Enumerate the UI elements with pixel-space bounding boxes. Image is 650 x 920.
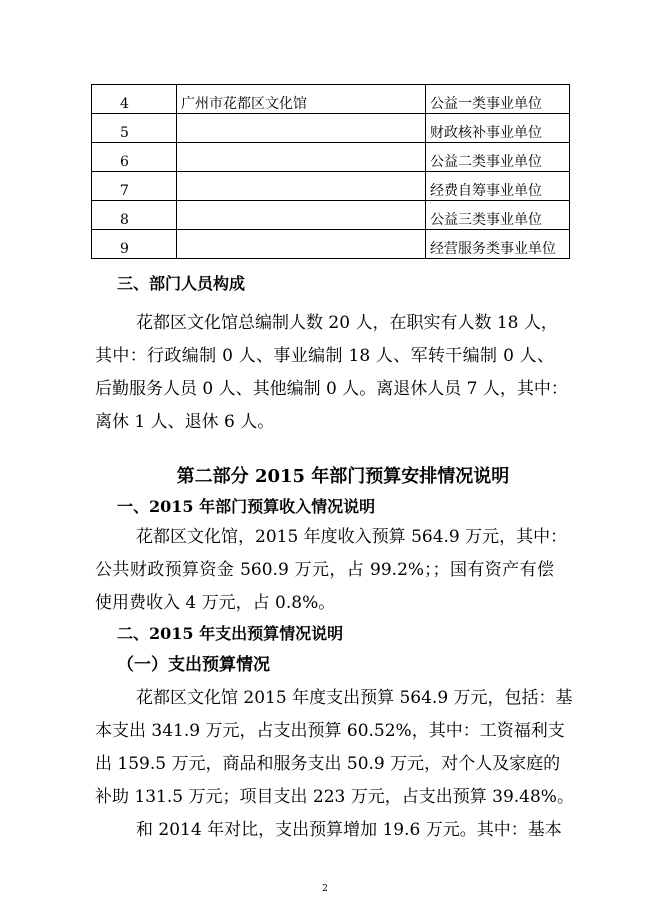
expense-line-5: 和 2014 年对比，支出预算增加 19.6 万元。其中：基本 bbox=[136, 820, 562, 840]
section3-line-3: 后勤服务人员 0 人、其他编制 0 人。离退休人员 7 人，其中： bbox=[95, 379, 568, 399]
row-number-cell: 8 bbox=[92, 201, 177, 230]
table-row bbox=[92, 230, 570, 259]
income-heading: 一、2015 年部门预算收入情况说明 bbox=[117, 497, 376, 516]
row-number-cell: 5 bbox=[92, 114, 177, 143]
unit-name-cell bbox=[177, 230, 426, 259]
unit-name-cell: 广州市花都区文化馆 bbox=[177, 85, 426, 114]
section3-line-4: 离休 1 人、退休 6 人。 bbox=[95, 412, 275, 432]
row-number-cell: 4 bbox=[92, 85, 177, 114]
expense-subheading: （一）支出预算情况 bbox=[117, 655, 270, 675]
unit-type-cell: 公益二类事业单位 bbox=[426, 143, 570, 172]
income-line-2: 公共财政预算资金 560.9 万元，占 99.2%；；国有资产有偿 bbox=[95, 560, 554, 580]
table-row bbox=[92, 201, 570, 230]
table-row bbox=[92, 114, 570, 143]
row-number-cell: 6 bbox=[92, 143, 177, 172]
expense-line-2: 本支出 341.9 万元，占支出预算 60.52%，其中：工资福利支 bbox=[95, 721, 565, 741]
unit-type-cell: 经营服务类事业单位 bbox=[426, 230, 570, 259]
row-number-cell: 7 bbox=[92, 172, 177, 201]
table-row bbox=[92, 143, 570, 172]
expense-heading: 二、2015 年支出预算情况说明 bbox=[117, 624, 344, 643]
expense-line-1: 花都区文化馆 2015 年度支出预算 564.9 万元，包括：基 bbox=[136, 688, 573, 708]
expense-line-4: 补助 131.5 万元；项目支出 223 万元，占支出预算 39.48%。 bbox=[95, 787, 574, 807]
unit-type-cell: 公益三类事业单位 bbox=[426, 201, 570, 230]
unit-type-cell: 公益一类事业单位 bbox=[426, 85, 570, 114]
unit-type-cell: 经费自筹事业单位 bbox=[426, 172, 570, 201]
unit-name-cell bbox=[177, 201, 426, 230]
unit-name-cell bbox=[177, 143, 426, 172]
table-row bbox=[92, 172, 570, 201]
unit-type-cell: 财政核补事业单位 bbox=[426, 114, 570, 143]
unit-table bbox=[91, 84, 570, 259]
section3-line-2: 其中：行政编制 0 人、事业编制 18 人、军转干编制 0 人、 bbox=[95, 346, 554, 366]
unit-name-cell bbox=[177, 114, 426, 143]
income-line-3: 使用费收入 4 万元，占 0.8%。 bbox=[95, 593, 336, 613]
table-row bbox=[92, 85, 570, 114]
row-number-cell: 9 bbox=[92, 230, 177, 259]
section3-line-1: 花都区文化馆总编制人数 20 人，在职实有人数 18 人， bbox=[136, 313, 558, 333]
section3-heading: 三、部门人员构成 bbox=[117, 274, 246, 293]
income-line-1: 花都区文化馆，2015 年度收入预算 564.9 万元，其中： bbox=[136, 527, 568, 547]
part2-heading: 第二部分 2015 年部门预算安排情况说明 bbox=[176, 466, 510, 487]
unit-name-cell bbox=[177, 172, 426, 201]
expense-line-3: 出 159.5 万元，商品和服务支出 50.9 万元，对个人及家庭的 bbox=[95, 754, 561, 774]
page-number: 2 bbox=[322, 884, 328, 894]
